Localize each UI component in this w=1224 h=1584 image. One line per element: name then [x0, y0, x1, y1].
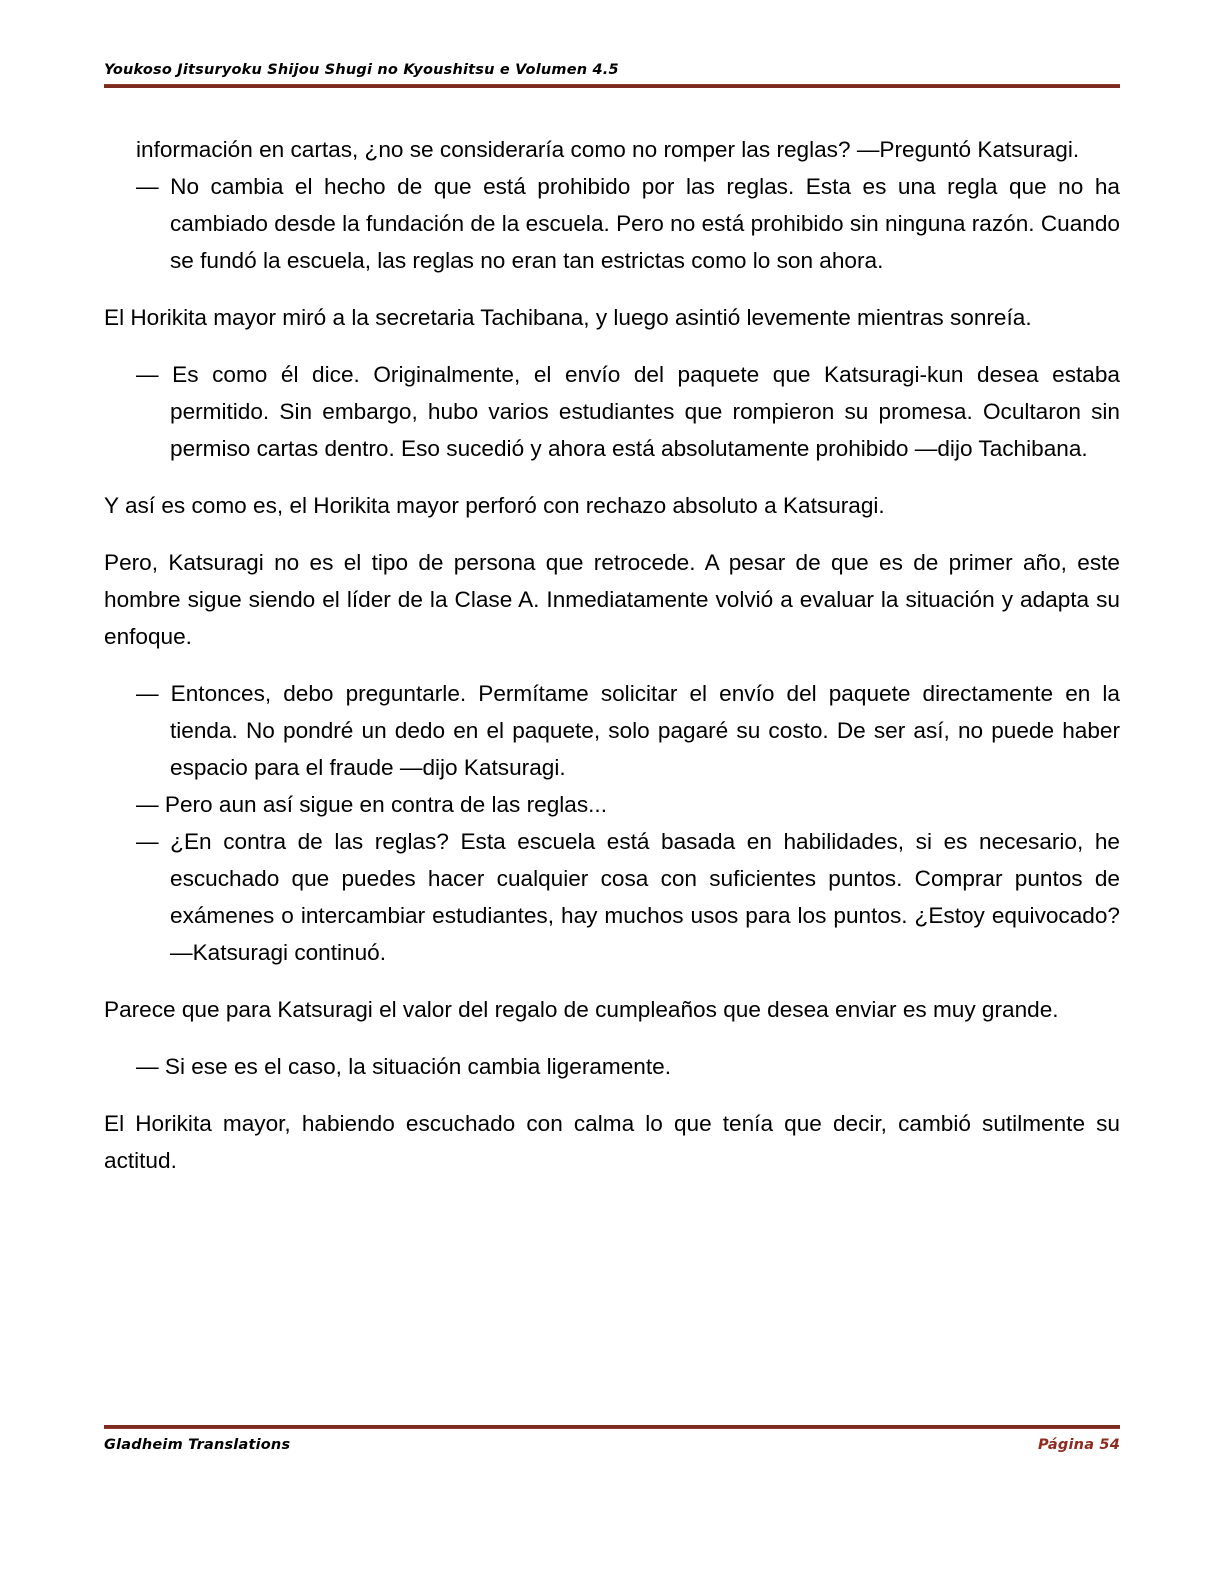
spacer — [104, 1085, 1120, 1105]
header-title: Youkoso Jitsuryoku Shijou Shugi no Kyoushitsu e Volumen 4.5 — [104, 62, 619, 78]
page-content — [104, 131, 1120, 1199]
dialogue-line: — ¿En contra de las reglas? Esta escuela está basada en habilidades, si es necesario, he escuchado que puedes hacer cualquier cosa con suficientes puntos. Comprar puntos de exámenes o intercambiar estudiantes, hay muchos usos para los puntos. ¿Estoy equivocado? —Katsuragi continuó. — [136, 829, 1120, 965]
narration-paragraph: El Horikita mayor miró a la secretaria Tachibana, y luego asintió levemente mientras sonreía. — [104, 305, 1032, 330]
paragraph-continuation: información en cartas, ¿no se consideraría como no romper las reglas? —Preguntó Katsuragi. — [136, 137, 1080, 162]
header-divider — [104, 84, 1120, 88]
footer-credit: Gladheim Translations — [104, 1437, 291, 1453]
footer-row — [104, 1437, 1120, 1453]
dialogue-line: — Es como él dice. Originalmente, el envío del paquete que Katsuragi-kun desea estaba permitido. Sin embargo, hubo varios estudiantes que rompieron su promesa. Ocultaron sin permiso cartas dentro. Eso sucedió y ahora está absolutamente prohibido —dijo Tachibana. — [136, 362, 1120, 461]
footer-divider — [104, 1425, 1120, 1429]
dialogue-line: — Entonces, debo preguntarle. Permítame solicitar el envío del paquete directamente en la tienda. No pondré un dedo en el paquete, solo pagaré su costo. De ser así, no puede haber espacio para el fraude —dijo Katsuragi. — [136, 681, 1120, 780]
narration-paragraph: El Horikita mayor, habiendo escuchado con calma lo que tenía que decir, cambió sutilmente su actitud. — [104, 1111, 1120, 1173]
spacer — [104, 279, 1120, 299]
page-footer — [104, 1425, 1120, 1453]
spacer — [104, 971, 1120, 991]
narration-paragraph: Y así es como es, el Horikita mayor perforó con rechazo absoluto a Katsuragi. — [104, 493, 885, 518]
dialogue-line: — No cambia el hecho de que está prohibido por las reglas. Esta es una regla que no ha cambiado desde la fundación de la escuela. Pero no está prohibido sin ninguna razón. Cuando se fundó la escuela, las reglas no eran tan estrictas como lo son ahora. — [136, 174, 1120, 273]
dialogue-line: — Pero aun así sigue en contra de las reglas... — [136, 792, 607, 817]
dialogue-line: — Si ese es el caso, la situación cambia ligeramente. — [136, 1054, 671, 1079]
narration-paragraph: Parece que para Katsuragi el valor del regalo de cumpleaños que desea enviar es muy grande. — [104, 997, 1059, 1022]
footer-page-number: Página 54 — [1038, 1437, 1120, 1453]
narration-paragraph: Pero, Katsuragi no es el tipo de persona que retrocede. A pesar de que es de primer año, este hombre sigue siendo el líder de la Clase A. Inmediatamente volvió a evaluar la situación y adapta su enfoque. — [104, 550, 1120, 649]
spacer — [104, 467, 1120, 487]
page-header — [104, 62, 1120, 88]
